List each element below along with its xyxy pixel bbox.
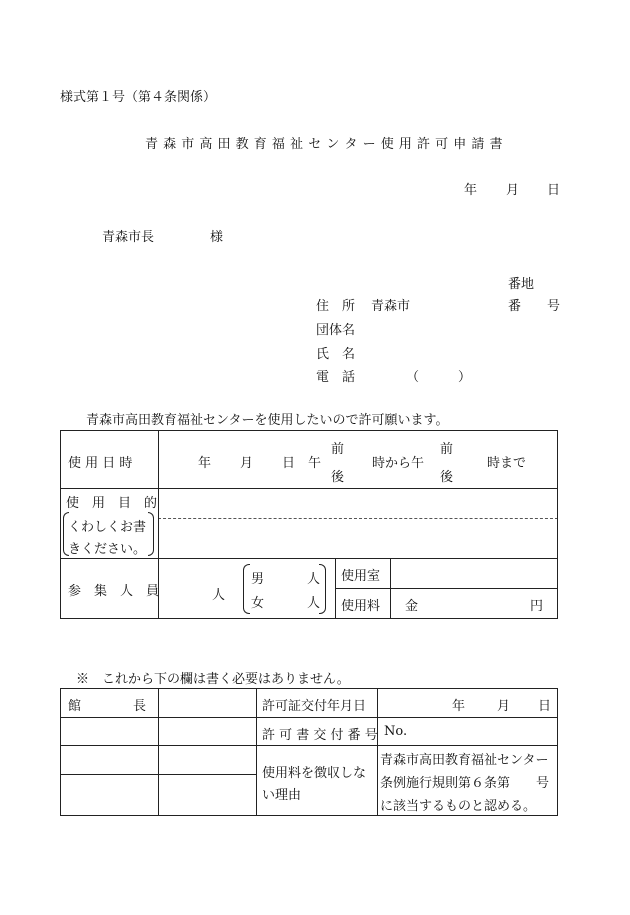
usage-table-row2-bottom — [60, 558, 558, 559]
request-sentence: 青森市高田教育福祉センターを使用したいので許可願います。 — [86, 413, 449, 428]
attendees-total-unit: 人 — [212, 588, 226, 603]
fee-label: 使用料 — [341, 599, 381, 614]
office-table-col2 — [256, 688, 257, 816]
reason-label-1: 使用料を徴収しな — [262, 766, 367, 781]
male-unit: 人 — [307, 572, 321, 587]
office-row1-bottom — [60, 717, 558, 718]
applicant-banchi: 番地 — [508, 277, 535, 292]
reason-text-2: 条例施行規則第６条第 号 — [380, 776, 550, 791]
applicant-phone-label: 電 話 — [316, 370, 356, 385]
director-label: 館 長 — [68, 699, 147, 714]
date-time-label: 使 用 日 時 — [68, 456, 133, 471]
permit-day: 日 — [538, 699, 552, 714]
usage-table-col2 — [335, 558, 336, 619]
fee-yen: 円 — [530, 599, 544, 614]
usage-table-col3 — [390, 558, 391, 619]
usage-day: 日 — [282, 456, 296, 471]
permit-number-label: 許 可 書 交 付 番 号 — [262, 728, 378, 743]
purpose-note-1: くわしくお書 — [68, 520, 147, 535]
applicant-name-label: 氏 名 — [316, 347, 356, 362]
applicant-address-value: 青森市 — [371, 299, 411, 314]
date-year: 年 — [464, 183, 478, 198]
gender-bracket-left — [243, 564, 250, 614]
usage-ato1: 後 — [331, 470, 345, 485]
female-label: 女 — [251, 596, 265, 611]
office-row2-bottom — [60, 745, 558, 746]
applicant-address-label: 住 所 — [316, 299, 356, 314]
reason-label-2: い理由 — [262, 788, 302, 803]
permit-no: No. — [384, 724, 408, 739]
office-table-bottom — [60, 815, 558, 816]
usage-until: 時まで — [487, 456, 527, 471]
usage-go1: 午 — [308, 456, 322, 471]
applicant-bango: 番 号 — [508, 299, 561, 314]
usage-table-bottom — [60, 618, 558, 619]
page-title: 青 森 市 高 田 教 育 福 祉 セ ン タ ー 使 用 許 可 申 請 書 — [145, 137, 504, 152]
permit-month: 月 — [497, 699, 511, 714]
usage-table-right — [557, 430, 558, 619]
usage-mae1: 前 — [331, 442, 345, 457]
female-unit: 人 — [307, 596, 321, 611]
addressee-name: 青森市長 — [102, 230, 155, 245]
office-table-col1 — [158, 688, 159, 816]
applicant-phone-parens: （ ） — [406, 370, 472, 385]
office-table-top — [60, 688, 558, 689]
permit-year: 年 — [452, 699, 466, 714]
gender-bracket-right — [319, 564, 326, 614]
permit-date-label: 許可証交付年月日 — [262, 699, 367, 714]
usage-from: 時から午 — [372, 456, 425, 471]
room-fee-divider — [335, 588, 558, 589]
office-use-note: ※ これから下の欄は書く必要はありません。 — [76, 672, 350, 687]
reason-text-3: に該当するものと認める。 — [380, 799, 537, 814]
purpose-note-2: きください。 — [68, 542, 147, 557]
room-label: 使用室 — [341, 569, 381, 584]
usage-table-row1-bottom — [60, 488, 558, 489]
usage-year: 年 — [198, 456, 212, 471]
office-table-left — [60, 688, 61, 816]
usage-table-top — [60, 430, 558, 431]
attendees-label: 参 集 人 員 — [68, 584, 160, 599]
male-label: 男 — [251, 572, 265, 587]
reason-text-1: 青森市高田教育福祉センター — [380, 753, 549, 768]
applicant-group-label: 団体名 — [316, 323, 356, 338]
usage-ato2: 後 — [440, 470, 454, 485]
office-table-right — [557, 688, 558, 816]
date-day: 日 — [547, 183, 561, 198]
fee-kin: 金 — [405, 599, 419, 614]
addressee-honorific: 様 — [210, 230, 224, 245]
usage-month: 月 — [240, 456, 254, 471]
form-number: 様式第１号（第４条関係） — [60, 90, 217, 105]
purpose-label: 使 用 目 的 — [66, 496, 158, 511]
usage-table-left — [60, 430, 61, 619]
purpose-dash-line — [158, 518, 558, 519]
usage-mae2: 前 — [440, 442, 454, 457]
office-table-col3 — [377, 688, 378, 816]
date-month: 月 — [506, 183, 520, 198]
purpose-note-bracket-right — [148, 512, 154, 556]
